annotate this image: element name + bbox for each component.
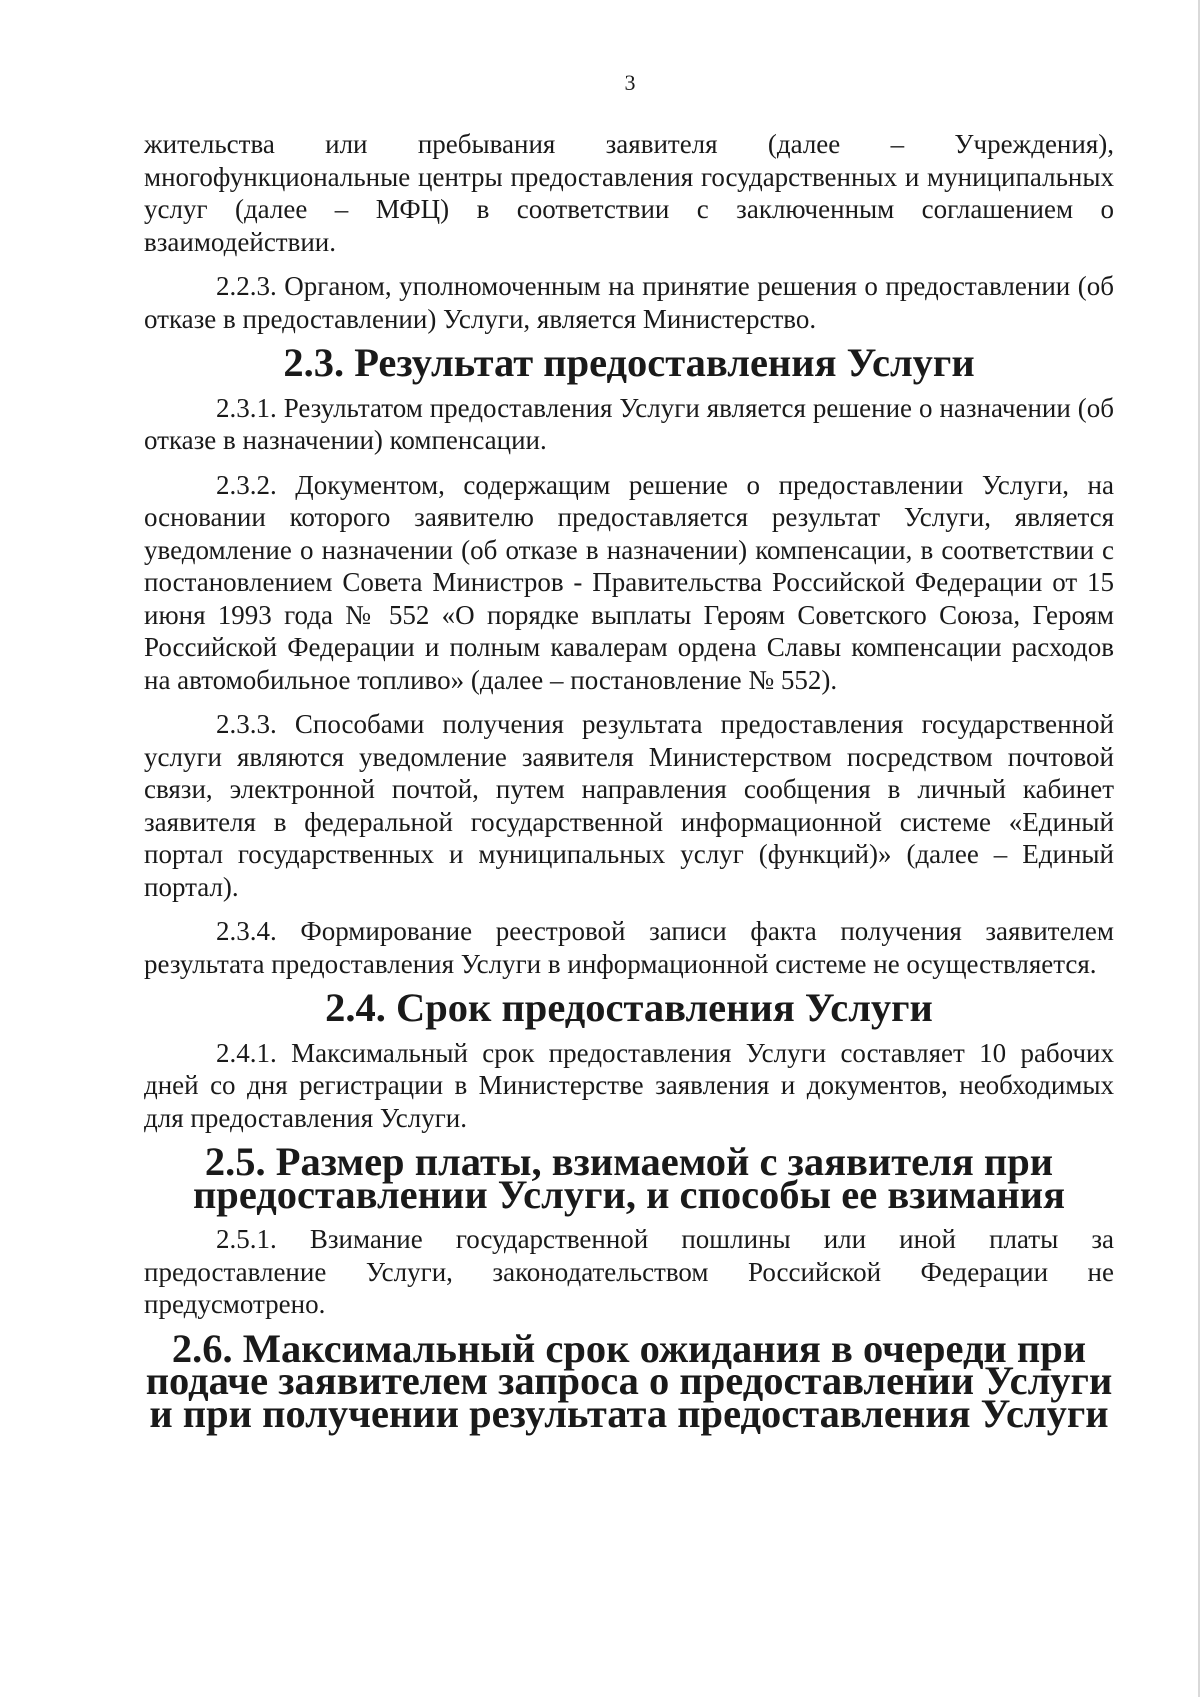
section-heading-2-5: 2.5. Размер платы, взимаемой с заявителя при предоставлении Услуги, и способы ее взимания: [192, 1139, 1066, 1217]
paragraph-2-2-3: 2.2.3. Органом, уполномоченным на принятие решения о предоставлении (об отказе в предоставлении) Услуги, является Министерство.: [144, 271, 1114, 334]
section-heading-2-6: 2.6. Максимальный срок ожидания в очереди при подаче заявителем запроса о предоставлении Услуги и при получении результата предоставления Услуги: [145, 1325, 1113, 1436]
paragraph-2-5-1: 2.5.1. Взимание государственной пошлины или иной платы за предоставление Услуги, законодательством Российской Федерации не предусмотрено.: [144, 1224, 1114, 1319]
section-heading-2-3: 2.3. Результат предоставления Услуги: [283, 340, 975, 385]
paragraph-2-4-1: 2.4.1. Максимальный срок предоставления Услуги составляет 10 рабочих дней со дня регистрации в Министерстве заявления и документов, необходимых для предоставления Услуги.: [144, 1037, 1114, 1133]
paragraph-2-3-2: 2.3.2. Документом, содержащим решение о предоставлении Услуги, на основании которого заявителю предоставляется результат Услуги, является уведомление о назначении (об отказе в назначении) компенсации, в соответствии с постановлением Совета Министров - Правительства Российской Федерации от 15 июня 1993 года № 552 «О порядке выплаты Героям Советского Союза, Героям Российской Федерации и полным кавалерам ордена Славы компенсации расходов на автомобильное топливо» (далее – постановление № 552).: [144, 469, 1114, 695]
paragraph-2-3-3: 2.3.3. Способами получения результата предоставления государственной услуги являются уведомление заявителя Министерством посредством почтовой связи, электронной почтой, путем направления сообщения в личный кабинет заявителя в федеральной государственной информационной системе «Единый портал государственных и муниципальных услуг (функций)» (далее – Единый портал).: [144, 709, 1114, 902]
paragraph-continuation: жительства или пребывания заявителя (далее – Учреждения), многофункциональные центры предоставления государственных и муниципальных услуг (далее – МФЦ) в соответствии с заключенным соглашением о взаимодействии.: [144, 129, 1114, 257]
paragraph-2-3-1: 2.3.1. Результатом предоставления Услуги является решение о назначении (об отказе в назначении) компенсации.: [144, 392, 1114, 455]
document-body: [144, 128, 1114, 1442]
page-number: 3: [624, 70, 636, 95]
paragraph-2-3-4: 2.3.4. Формирование реестровой записи факта получения заявителем результата предоставления Услуги в информационной системе не осуществляется.: [144, 916, 1114, 979]
section-heading-2-4: 2.4. Срок предоставления Услуги: [325, 985, 933, 1030]
